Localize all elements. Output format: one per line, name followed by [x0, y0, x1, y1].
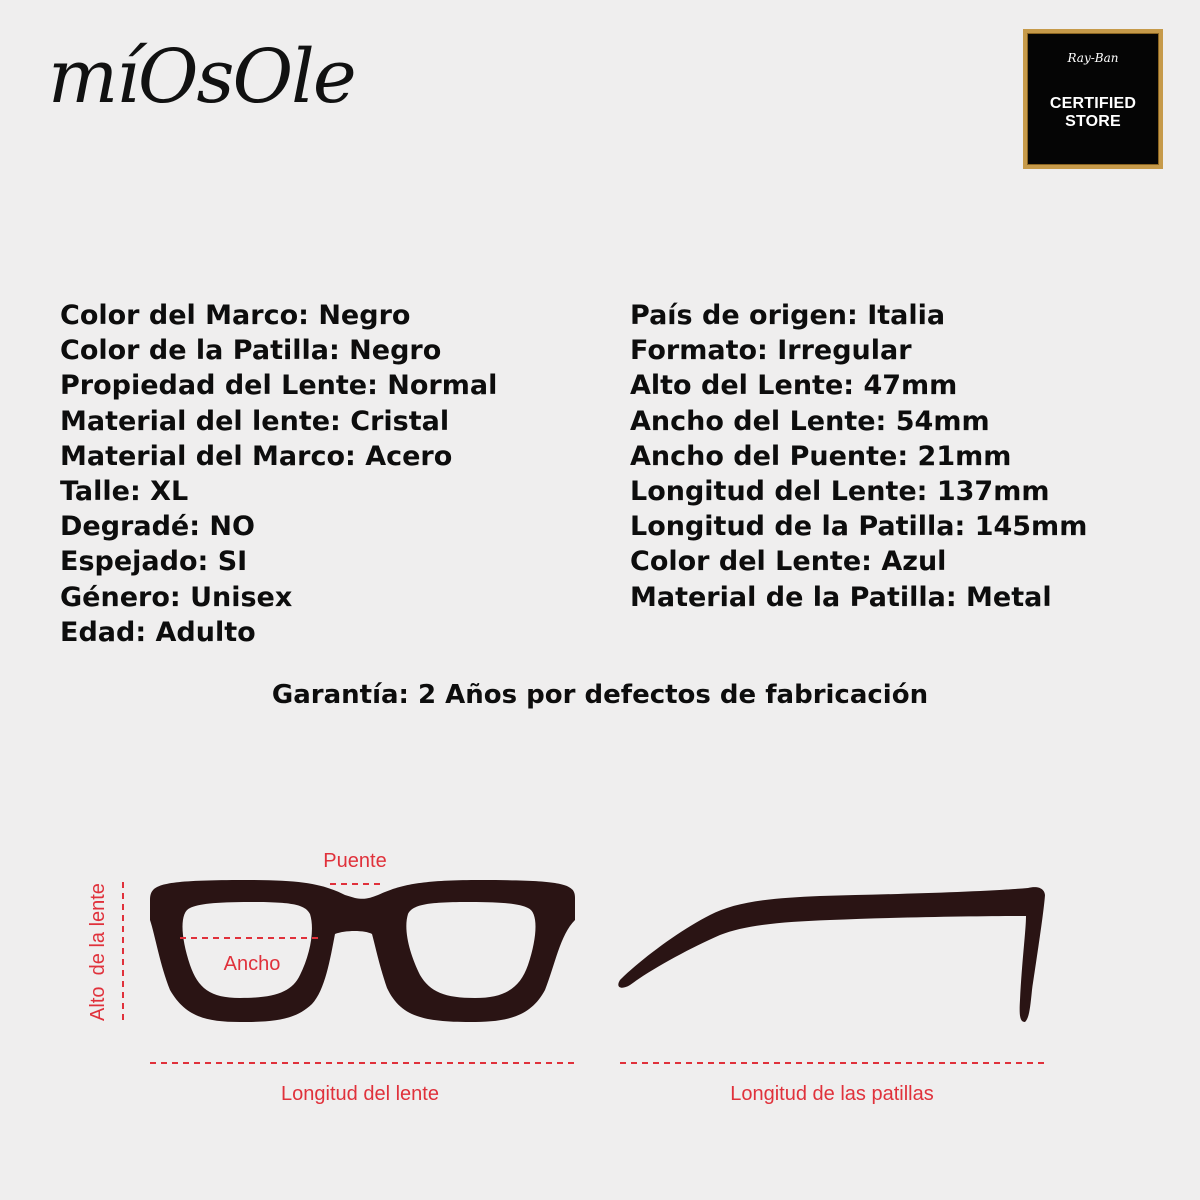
spec-item: Formato: Irregular: [630, 335, 912, 367]
glasses-front-icon: [150, 880, 575, 1022]
spec-item: Longitud del Lente: 137mm: [630, 476, 1050, 508]
spec-item: Ancho del Lente: 54mm: [630, 405, 990, 437]
glasses-side-icon: [618, 887, 1045, 1022]
badge-brand-text: Ray-Ban: [1067, 51, 1119, 65]
temple-length-label: Longitud de las patillas: [730, 1083, 934, 1105]
spec-item: Degradé: NO: [60, 511, 255, 543]
spec-item: Talle: XL: [60, 476, 189, 508]
specs-right-column: [630, 298, 1087, 615]
width-label: Ancho: [223, 953, 281, 975]
spec-item: Color del Lente: Azul: [630, 546, 947, 578]
spec-item: Color de la Patilla: Negro: [60, 335, 442, 367]
spec-item: Edad: Adulto: [60, 616, 256, 648]
spec-item: Propiedad del Lente: Normal: [60, 370, 498, 402]
spec-item: Material de la Patilla: Metal: [630, 581, 1052, 613]
bridge-label: Puente: [323, 850, 387, 872]
spec-item: Espejado: SI: [60, 546, 248, 578]
specs-left-column: [60, 298, 497, 650]
spec-item: Ancho del Puente: 21mm: [630, 440, 1012, 472]
spec-item: Género: Unisex: [60, 581, 293, 613]
glasses-dimensions-diagram: [0, 840, 1200, 1140]
warranty-text: Garantía: 2 Años por defectos de fabricación: [271, 680, 929, 710]
height-label: Alto de la lente: [87, 883, 109, 1021]
spec-item: Material del Marco: Acero: [60, 440, 453, 472]
badge-line-store: STORE: [1065, 113, 1121, 130]
spec-item: Longitud de la Patilla: 145mm: [630, 511, 1088, 543]
spec-item: País de origen: Italia: [630, 300, 946, 331]
certified-store-badge: [1023, 29, 1163, 169]
front-length-label: Longitud del lente: [281, 1083, 439, 1105]
brand-logo: míOsOle: [48, 34, 355, 120]
spec-item: Color del Marco: Negro: [60, 300, 411, 331]
spec-item: Alto del Lente: 47mm: [630, 370, 958, 402]
spec-item: Material del lente: Cristal: [60, 405, 450, 437]
badge-line-certified: CERTIFIED: [1049, 95, 1137, 112]
